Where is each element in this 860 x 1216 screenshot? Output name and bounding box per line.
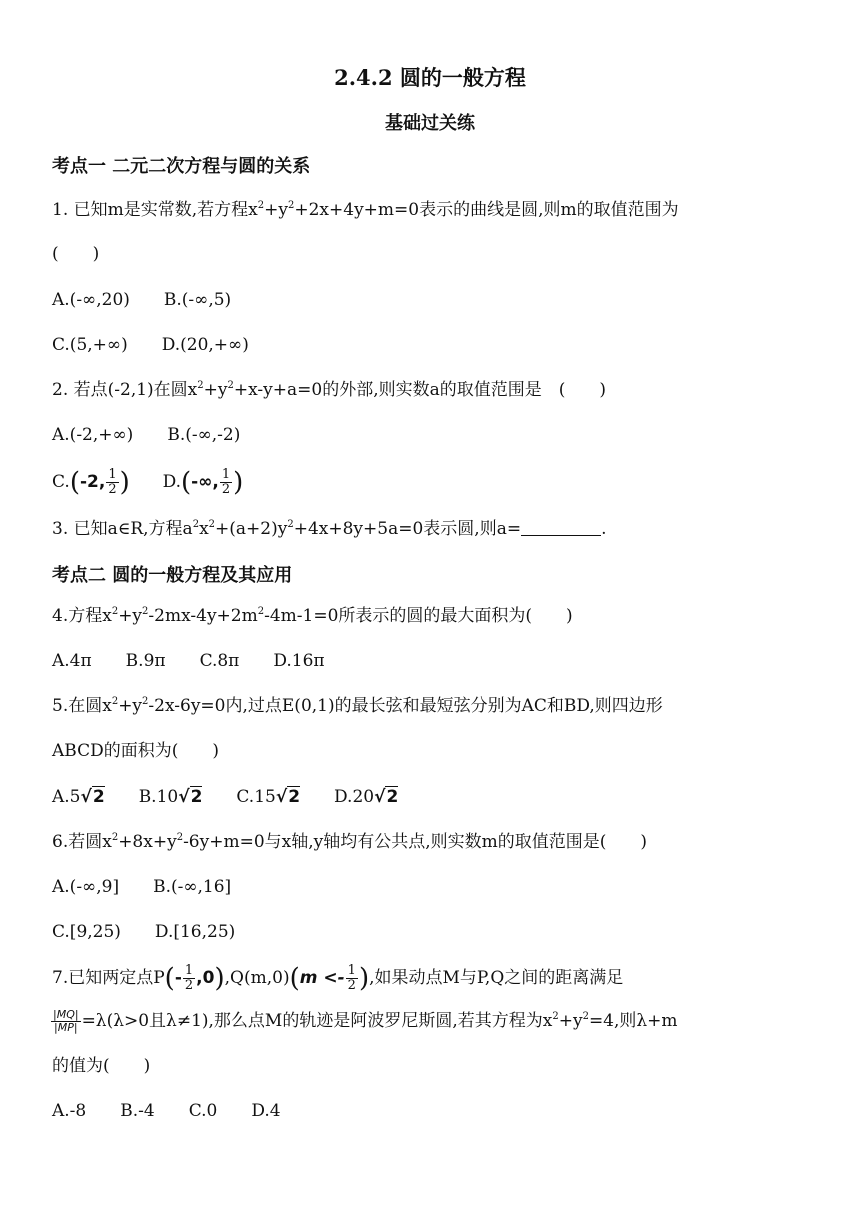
option-a: A.4π — [52, 651, 92, 671]
question-6-options-cd — [52, 920, 235, 944]
question-2-options-ab — [52, 423, 240, 447]
option-b: B.10√2 — [138, 787, 203, 807]
option-a: A.(-∞,20) — [52, 290, 130, 310]
question-6: 6.若圆$x^2+8x+y^2-6y+m=0$与x轴,y轴均有公共点,则实数m的取值范围是( ) — [52, 832, 648, 852]
page-subtitle: 基础过关练 — [385, 113, 475, 134]
fraction: $\frac{1}{2}$ — [347, 963, 356, 993]
question-4: 4.方程$x^2+y^2-2mx-4y+2m^2-4m-1=0$所表示的圆的最大面积为( ) — [52, 606, 573, 626]
section-heading-1: 考点一 二元二次方程与圆的关系 — [52, 156, 311, 177]
question-7-options — [52, 1099, 281, 1123]
ratio-fraction: $\frac{|MQ|}{|MP|}$ — [53, 1008, 79, 1034]
question-1-options-cd — [52, 333, 249, 357]
option-a: A.(-∞,9] — [52, 877, 120, 897]
option-b: B.9π — [125, 651, 166, 671]
option-d: D.4 — [251, 1101, 281, 1121]
option-c: C.(-2, $\frac{1}{2}$ ) — [52, 467, 130, 498]
page-title: 2.4.2 圆的一般方程 — [334, 65, 526, 90]
option-d: D.20√2 — [334, 787, 399, 807]
option-d: D.[16,25) — [154, 922, 236, 942]
question-5-options — [52, 785, 398, 809]
question-3: 3. 已知a∈R,方程$a^2x^2+(a+2)y^2+4x+8y+5a=0$表示圆,则a= . — [52, 519, 607, 539]
question-1-paren: ( ) — [52, 244, 100, 264]
option-c: C.8π — [199, 651, 240, 671]
question-1: 1. 已知m是实常数,若方程$x^2+y^2+2x+4y+m=0$表示的曲线是圆,则m的取值范围为 — [52, 200, 679, 220]
option-b: B.(-∞,16] — [153, 877, 232, 897]
question-2: 2. 若点(-2,1)在圆$x^2+y^2+x-y+a=0$的外部,则实数a的取值范围是 ( ) — [52, 380, 606, 400]
question-4-options — [52, 649, 325, 673]
question-6-options-ab — [52, 875, 231, 899]
option-a: A.5√2 — [52, 787, 105, 807]
question-2-options-cd — [52, 468, 243, 497]
question-7-line-2: $\frac{|MQ|}{|MP|}$ =λ(λ>0且λ≠1),那么点M的轨迹是阿波罗尼斯圆,若其方程为$x^2+y^2=4$,则λ+m — [53, 1008, 678, 1034]
option-c: C.0 — [188, 1101, 218, 1121]
answer-blank[interactable] — [521, 519, 601, 536]
question-7: 7.已知两定点P(- $\frac{1}{2}$ ,0),Q(m,0)(m <- $\frac{1}{2}$ ),如果动点M与P,Q之间的距离满足 — [52, 963, 624, 994]
fraction: $\frac{1}{2}$ — [184, 963, 194, 993]
option-c: C.[9,25) — [52, 922, 121, 942]
question-1-options-ab — [52, 288, 231, 312]
option-d: D.(-∞, $\frac{1}{2}$ ) — [162, 467, 244, 498]
question-7-line-3: 的值为( ) — [52, 1056, 151, 1076]
option-d: D.16π — [273, 651, 325, 671]
question-5-line-2: ABCD的面积为( ) — [52, 741, 219, 761]
option-b: B.(-∞,5) — [163, 290, 232, 310]
option-b: B.(-∞,-2) — [167, 425, 241, 445]
question-5: 5.在圆$x^2+y^2-2x-6y=0$内,过点E(0,1)的最长弦和最短弦分别为AC和BD,则四边形 — [52, 696, 663, 716]
option-c: C.(5,+∞) — [52, 335, 128, 355]
section-heading-2: 考点二 圆的一般方程及其应用 — [52, 565, 293, 586]
option-b: B.-4 — [120, 1101, 155, 1121]
option-a: A.-8 — [52, 1101, 87, 1121]
option-d: D.(20,+∞) — [161, 335, 249, 355]
option-c: C.15√2 — [236, 787, 301, 807]
option-a: A.(-2,+∞) — [52, 425, 134, 445]
fraction: $\frac{1}{2}$ — [221, 467, 231, 497]
fraction: $\frac{1}{2}$ — [108, 467, 117, 497]
